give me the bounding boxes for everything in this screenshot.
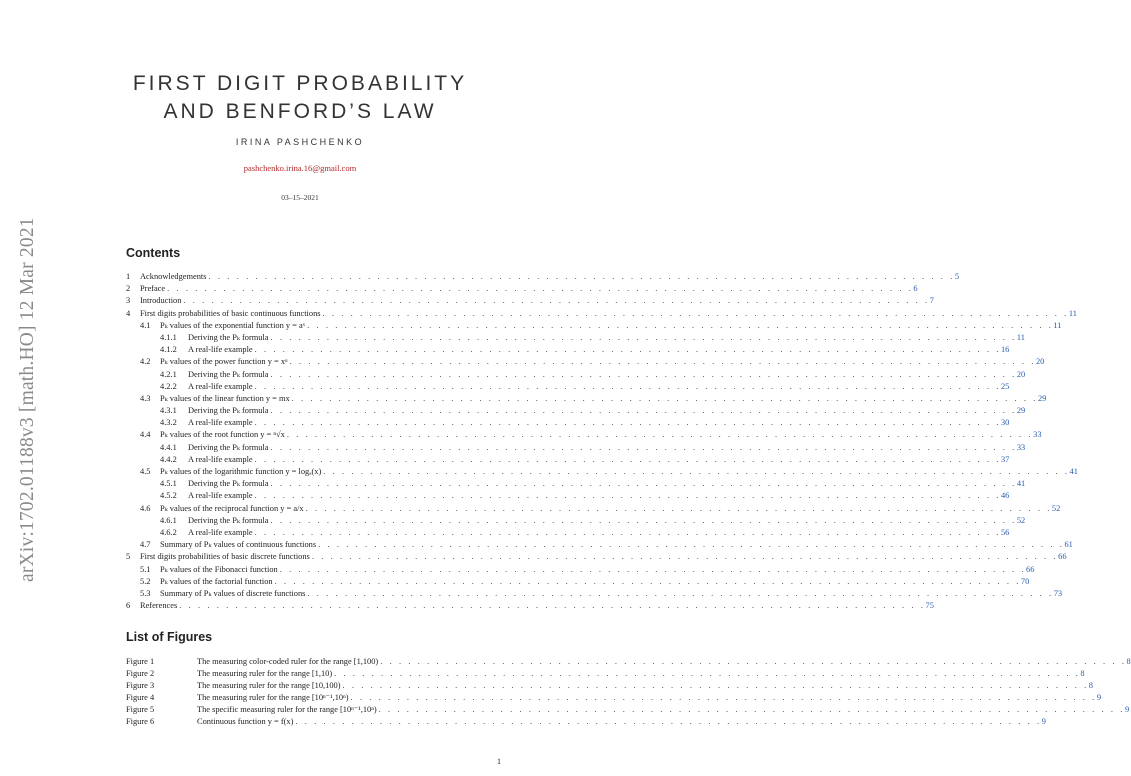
toc-entry-title: Acknowledgements bbox=[140, 271, 209, 283]
toc-entry-title: A real-life example bbox=[188, 527, 255, 539]
toc-page-link[interactable]: 37 bbox=[1000, 454, 1010, 464]
toc-leader-dots: . . . . . . . . . . . . . . . . . . . . . . . . . . . . . . . . . . . . . . . . . . . . . . . . . . . . . . . . . . . . . . . . . . . . . . . . . . . . . . . . bbox=[270, 369, 1017, 379]
toc-entry-title: A real-life example bbox=[188, 344, 255, 356]
toc-entry-number: 4 bbox=[126, 308, 131, 318]
toc-page-link[interactable]: 46 bbox=[1000, 491, 1010, 501]
toc-page-link[interactable]: 73 bbox=[1053, 588, 1063, 598]
figure-leader-dots: . . . . . . . . . . . . . . . . . . . . . . . . . . . . . . . . . . . . . . . . . . . . . . . . . . . . . . . . . . . . . . . . . . . . . . . . . . . . . . . . bbox=[334, 669, 1081, 679]
table-of-contents bbox=[126, 271, 1078, 612]
toc-entry[interactable] bbox=[126, 539, 1073, 551]
toc-entry-title: Pₖ values of the logarithmic function y = logₐ(x) bbox=[160, 466, 323, 478]
toc-entry-number: 4.1 bbox=[140, 320, 151, 330]
toc-entry[interactable] bbox=[126, 588, 1063, 600]
figure-number: Figure 4 bbox=[126, 693, 155, 703]
figure-caption: The measuring ruler for the range [1,10) bbox=[197, 668, 334, 680]
figure-leader-dots: . . . . . . . . . . . . . . . . . . . . . . . . . . . . . . . . . . . . . . . . . . . . . . . . . . . . . . . . . . . . . . . . . . . . . . . . . . . . . . . . bbox=[380, 657, 1127, 666]
toc-entry-number: 4.4.2 bbox=[160, 454, 177, 464]
toc-leader-dots: . . . . . . . . . . . . . . . . . . . . . . . . . . . . . . . . . . . . . . . . . . . . . . . . . . . . . . . . . . . . . . . . . . . . . . . . . . . . . . . . bbox=[179, 601, 926, 611]
figure-leader-dots: . . . . . . . . . . . . . . . . . . . . . . . . . . . . . . . . . . . . . . . . . . . . . . . . . . . . . . . . . . . . . . . . . . . . . . . . . . . . . . . . bbox=[350, 693, 1097, 703]
toc-entry-title: Deriving the Pₖ formula bbox=[188, 405, 271, 417]
figure-entry[interactable] bbox=[126, 668, 1085, 680]
toc-entry-number: 2 bbox=[126, 284, 131, 294]
toc-entry[interactable] bbox=[126, 295, 934, 307]
toc-entry[interactable] bbox=[126, 381, 1010, 393]
toc-entry-number: 5.3 bbox=[140, 588, 151, 598]
toc-entry[interactable] bbox=[126, 454, 1010, 466]
toc-page-link[interactable]: 29 bbox=[1037, 393, 1047, 403]
toc-entry[interactable] bbox=[126, 405, 1026, 417]
figures-heading: List of Figures bbox=[126, 630, 213, 644]
contents-heading: Contents bbox=[126, 246, 181, 260]
figure-caption: The measuring ruler for the range [10ⁿ⁻¹,10ⁿ) bbox=[197, 692, 351, 704]
toc-page-link[interactable]: 11 bbox=[1053, 320, 1062, 330]
toc-entry-number: 4.2.1 bbox=[160, 369, 177, 379]
toc-entry-title: Pₖ values of the reciprocal function y = a/x bbox=[160, 503, 306, 515]
toc-entry-number: 4.1.2 bbox=[160, 345, 177, 355]
figure-page-link[interactable]: 9 bbox=[1041, 717, 1046, 727]
toc-entry[interactable] bbox=[126, 417, 1010, 429]
paper-date: 03–15–2021 bbox=[281, 193, 319, 202]
toc-entry[interactable] bbox=[126, 332, 1025, 344]
toc-entry-title: Summary of Pₖ values of continuous functions bbox=[160, 539, 318, 551]
toc-leader-dots: . . . . . . . . . . . . . . . . . . . . . . . . . . . . . . . . . . . . . . . . . . . . . . . . . . . . . . . . . . . . . . . . . . . . . . . . . . . . . . . . bbox=[270, 442, 1017, 452]
toc-entry-title: Introduction bbox=[140, 295, 183, 307]
toc-entry[interactable] bbox=[126, 344, 1010, 356]
figure-page-link[interactable]: 9 bbox=[1124, 705, 1130, 715]
toc-entry-number: 4.5 bbox=[140, 467, 151, 476]
toc-leader-dots: . . . . . . . . . . . . . . . . . . . . . . . . . . . . . . . . . . . . . . . . . . . . . . . . . . . . . . . . . . . . . . . . . . . . . . . . . . . . . . . . bbox=[183, 296, 930, 306]
figure-caption: The measuring ruler for the range [10,100) bbox=[197, 680, 342, 692]
toc-entry-title: Deriving the Pₖ formula bbox=[188, 369, 271, 381]
toc-page-link[interactable]: 33 bbox=[1016, 442, 1026, 452]
toc-page-link[interactable]: 20 bbox=[1035, 357, 1045, 367]
toc-entry-number: 4.3.2 bbox=[160, 418, 177, 428]
toc-entry[interactable] bbox=[126, 527, 1010, 539]
toc-leader-dots: . . . . . . . . . . . . . . . . . . . . . . . . . . . . . . . . . . . . . . . . . . . . . . . . . . . . . . . . . . . . . . . . . . . . . . . . . . . . . . . . bbox=[286, 430, 1034, 440]
toc-entry-title: Pₖ values of the factorial function bbox=[160, 576, 275, 588]
toc-page-link[interactable]: 5 bbox=[954, 272, 960, 281]
list-of-figures bbox=[126, 656, 1131, 729]
toc-leader-dots: . . . . . . . . . . . . . . . . . . . . . . . . . . . . . . . . . . . . . . . . . . . . . . . . . . . . . . . . . . . . . . . . . . . . . . . . . . . . . . . . bbox=[291, 393, 1038, 403]
toc-entry-number: 4.2.2 bbox=[160, 381, 177, 391]
toc-entry[interactable] bbox=[126, 600, 934, 612]
toc-entry-title: First digits probabilities of basic continuous functions bbox=[140, 308, 323, 320]
toc-entry[interactable] bbox=[126, 356, 1045, 368]
toc-leader-dots: . . . . . . . . . . . . . . . . . . . . . . . . . . . . . . . . . . . . . . . . . . . . . . . . . . . . . . . . . . . . . . . . . . . . . . . . . . . . . . . . bbox=[254, 527, 1001, 537]
figure-page-link[interactable]: 8 bbox=[1088, 681, 1093, 691]
toc-entry-number: 4.3.1 bbox=[160, 406, 177, 416]
toc-entry-number: 4.6.1 bbox=[160, 515, 177, 525]
toc-entry[interactable] bbox=[126, 393, 1047, 405]
toc-leader-dots: . . . . . . . . . . . . . . . . . . . . . . . . . . . . . . . . . . . . . . . . . . . . . . . . . . . . . . . . . . . . . . . . . . . . . . . . . . . . . . . . bbox=[167, 284, 914, 294]
toc-leader-dots: . . . . . . . . . . . . . . . . . . . . . . . . . . . . . . . . . . . . . . . . . . . . . . . . . . . . . . . . . . . . . . . . . . . . . . . . . . . . . . . . bbox=[270, 515, 1017, 525]
toc-entry-title: First digits probabilities of basic discrete functions bbox=[140, 551, 312, 563]
figure-page-link[interactable]: 9 bbox=[1096, 693, 1102, 703]
author-email-link[interactable]: pashchenko.irina.16@gmail.com bbox=[243, 163, 357, 173]
toc-entry-title: Summary of Pₖ values of discrete functions bbox=[160, 588, 307, 600]
toc-leader-dots: . . . . . . . . . . . . . . . . . . . . . . . . . . . . . . . . . . . . . . . . . . . . . . . . . . . . . . . . . . . . . . . . . . . . . . . . . . . . . . . . bbox=[274, 576, 1021, 586]
toc-entry[interactable] bbox=[126, 576, 1030, 588]
toc-entry[interactable] bbox=[126, 551, 1067, 563]
toc-entry-title: Deriving the Pₖ formula bbox=[188, 478, 271, 490]
toc-leader-dots: . . . . . . . . . . . . . . . . . . . . . . . . . . . . . . . . . . . . . . . . . . . . . . . . . . . . . . . . . . . . . . . . . . . . . . . . . . . . . . . . bbox=[254, 454, 1001, 464]
figure-number: Figure 2 bbox=[126, 669, 155, 679]
toc-leader-dots: . . . . . . . . . . . . . . . . . . . . . . . . . . . . . . . . . . . . . . . . . . . . . . . . . . . . . . . . . . . . . . . . . . . . . . . . . . . . . . . . bbox=[305, 503, 1052, 513]
toc-entry[interactable] bbox=[126, 320, 1062, 332]
toc-entry-number: 4.4.1 bbox=[160, 442, 177, 452]
toc-page-link[interactable]: 41 bbox=[1069, 467, 1078, 476]
toc-entry-title: A real-life example bbox=[188, 417, 255, 429]
toc-leader-dots: . . . . . . . . . . . . . . . . . . . . . . . . . . . . . . . . . . . . . . . . . . . . . . . . . . . . . . . . . . . . . . . . . . . . . . . . . . . . . . . . bbox=[208, 272, 955, 281]
toc-page-link[interactable]: 29 bbox=[1016, 406, 1026, 416]
toc-page-link[interactable]: 11 bbox=[1016, 332, 1025, 342]
toc-entry[interactable] bbox=[126, 478, 1026, 490]
toc-entry-title: Preface bbox=[140, 283, 167, 295]
toc-entry-number: 3 bbox=[126, 296, 131, 306]
toc-entry-title: A real-life example bbox=[188, 490, 255, 502]
toc-page-link[interactable]: 75 bbox=[925, 601, 934, 611]
toc-entry-title: Deriving the Pₖ formula bbox=[188, 515, 271, 527]
arxiv-side-label: arXiv:1702.01188v3 [math.HO] 12 Mar 2021 bbox=[17, 217, 38, 582]
author-name: IRINA PASHCHENKO bbox=[235, 137, 365, 147]
toc-entry-title: Pₖ values of the Fibonacci function bbox=[160, 564, 280, 576]
toc-leader-dots: . . . . . . . . . . . . . . . . . . . . . . . . . . . . . . . . . . . . . . . . . . . . . . . . . . . . . . . . . . . . . . . . . . . . . . . . . . . . . . . . bbox=[254, 381, 1001, 391]
figure-entry[interactable] bbox=[126, 680, 1093, 692]
toc-entry-number: 5 bbox=[126, 552, 131, 562]
toc-page-link[interactable]: 33 bbox=[1033, 430, 1042, 440]
toc-entry-number: 4.5.1 bbox=[160, 479, 177, 489]
toc-entry[interactable] bbox=[126, 283, 918, 295]
toc-page-link[interactable]: 70 bbox=[1020, 576, 1030, 586]
figure-number: Figure 6 bbox=[126, 717, 155, 727]
toc-entry[interactable] bbox=[126, 308, 1077, 320]
figure-caption: The measuring color-coded ruler for the range [1,100) bbox=[197, 656, 380, 668]
title-line-2: AND BENFORD’S LAW bbox=[163, 100, 437, 123]
toc-entry[interactable] bbox=[126, 429, 1042, 441]
toc-leader-dots: . . . . . . . . . . . . . . . . . . . . . . . . . . . . . . . . . . . . . . . . . . . . . . . . . . . . . . . . . . . . . . . . . . . . . . . . . . . . . . . . bbox=[254, 418, 1001, 428]
toc-page-link[interactable]: 61 bbox=[1064, 540, 1073, 550]
toc-entry-number: 5.2 bbox=[140, 576, 151, 586]
figure-number: Figure 1 bbox=[126, 657, 155, 666]
toc-leader-dots: . . . . . . . . . . . . . . . . . . . . . . . . . . . . . . . . . . . . . . . . . . . . . . . . . . . . . . . . . . . . . . . . . . . . . . . . . . . . . . . . bbox=[307, 588, 1054, 598]
toc-entry-title: Pₖ values of the linear function y = mx bbox=[160, 393, 292, 405]
figure-entry[interactable] bbox=[126, 716, 1046, 728]
toc-leader-dots: . . . . . . . . . . . . . . . . . . . . . . . . . . . . . . . . . . . . . . . . . . . . . . . . . . . . . . . . . . . . . . . . . . . . . . . . . . . . . . . . bbox=[270, 332, 1017, 342]
toc-entry[interactable] bbox=[126, 515, 1026, 527]
toc-leader-dots: . . . . . . . . . . . . . . . . . . . . . . . . . . . . . . . . . . . . . . . . . . . . . . . . . . . . . . . . . . . . . . . . . . . . . . . . . . . . . . . . bbox=[311, 552, 1059, 562]
toc-leader-dots: . . . . . . . . . . . . . . . . . . . . . . . . . . . . . . . . . . . . . . . . . . . . . . . . . . . . . . . . . . . . . . . . . . . . . . . . . . . . . . . . bbox=[270, 479, 1017, 489]
toc-entry-number: 4.2 bbox=[140, 357, 151, 367]
figure-page-link[interactable]: 8 bbox=[1126, 657, 1131, 666]
toc-page-link[interactable]: 7 bbox=[929, 296, 934, 306]
toc-leader-dots: . . . . . . . . . . . . . . . . . . . . . . . . . . . . . . . . . . . . . . . . . . . . . . . . . . . . . . . . . . . . . . . . . . . . . . . . . . . . . . . . bbox=[270, 406, 1017, 416]
figure-number: Figure 3 bbox=[126, 681, 155, 691]
toc-entry[interactable] bbox=[126, 564, 1035, 576]
toc-entry-title: Pₖ values of the root function y = ⁿ√x bbox=[160, 429, 287, 441]
toc-entry[interactable] bbox=[126, 466, 1078, 478]
toc-entry-number: 4.4 bbox=[140, 430, 151, 440]
toc-page-link[interactable]: 6 bbox=[913, 284, 918, 294]
toc-entry-title: References bbox=[140, 600, 179, 612]
toc-entry-number: 4.6 bbox=[140, 503, 151, 513]
toc-leader-dots: . . . . . . . . . . . . . . . . . . . . . . . . . . . . . . . . . . . . . . . . . . . . . . . . . . . . . . . . . . . . . . . . . . . . . . . . . . . . . . . . bbox=[254, 345, 1001, 355]
toc-leader-dots: . . . . . . . . . . . . . . . . . . . . . . . . . . . . . . . . . . . . . . . . . . . . . . . . . . . . . . . . . . . . . . . . . . . . . . . . . . . . . . . . bbox=[307, 320, 1054, 330]
toc-entry-title: Pₖ values of the power function y = xᵅ bbox=[160, 356, 290, 368]
toc-leader-dots: . . . . . . . . . . . . . . . . . . . . . . . . . . . . . . . . . . . . . . . . . . . . . . . . . . . . . . . . . . . . . . . . . . . . . . . . . . . . . . . . bbox=[322, 308, 1069, 318]
toc-entry-title: Pₖ values of the exponential function y = aˣ bbox=[160, 320, 307, 332]
figure-caption: Continuous function y = f(x) bbox=[197, 716, 295, 728]
toc-entry-number: 1 bbox=[126, 272, 131, 281]
toc-leader-dots: . . . . . . . . . . . . . . . . . . . . . . . . . . . . . . . . . . . . . . . . . . . . . . . . . . . . . . . . . . . . . . . . . . . . . . . . . . . . . . . . bbox=[318, 540, 1065, 550]
figure-leader-dots: . . . . . . . . . . . . . . . . . . . . . . . . . . . . . . . . . . . . . . . . . . . . . . . . . . . . . . . . . . . . . . . . . . . . . . . . . . . . . . . . bbox=[295, 717, 1042, 727]
figure-caption: The specific measuring ruler for the range [10ⁿ⁻¹,10ⁿ) bbox=[197, 704, 379, 716]
toc-leader-dots: . . . . . . . . . . . . . . . . . . . . . . . . . . . . . . . . . . . . . . . . . . . . . . . . . . . . . . . . . . . . . . . . . . . . . . . . . . . . . . . . bbox=[289, 357, 1036, 367]
toc-entry-number: 4.5.2 bbox=[160, 491, 177, 501]
toc-entry-number: 4.3 bbox=[140, 393, 151, 403]
figure-number: Figure 5 bbox=[126, 705, 155, 715]
toc-page-link[interactable]: 30 bbox=[1000, 418, 1010, 428]
toc-page-link[interactable]: 25 bbox=[1000, 381, 1010, 391]
toc-entry-number: 4.7 bbox=[140, 540, 151, 550]
toc-leader-dots: . . . . . . . . . . . . . . . . . . . . . . . . . . . . . . . . . . . . . . . . . . . . . . . . . . . . . . . . . . . . . . . . . . . . . . . . . . . . . . . . bbox=[323, 467, 1070, 476]
toc-page-link[interactable]: 20 bbox=[1016, 369, 1026, 379]
toc-entry[interactable] bbox=[126, 442, 1026, 454]
toc-entry-number: 5.1 bbox=[140, 564, 151, 574]
toc-page-link[interactable]: 16 bbox=[1000, 345, 1010, 355]
toc-entry[interactable] bbox=[126, 369, 1026, 381]
toc-page-link[interactable]: 52 bbox=[1051, 503, 1061, 513]
toc-leader-dots: . . . . . . . . . . . . . . . . . . . . . . . . . . . . . . . . . . . . . . . . . . . . . . . . . . . . . . . . . . . . . . . . . . . . . . . . . . . . . . . . bbox=[254, 491, 1001, 501]
toc-page-link[interactable]: 41 bbox=[1016, 479, 1026, 489]
toc-entry[interactable] bbox=[126, 271, 960, 283]
toc-entry-number: 6 bbox=[126, 601, 131, 611]
toc-page-link[interactable]: 11 bbox=[1068, 308, 1077, 318]
toc-page-link[interactable]: 52 bbox=[1016, 515, 1026, 525]
page-number: 1 bbox=[497, 757, 501, 766]
toc-entry-number: 4.6.2 bbox=[160, 527, 177, 537]
toc-entry[interactable] bbox=[126, 490, 1010, 502]
figure-leader-dots: . . . . . . . . . . . . . . . . . . . . . . . . . . . . . . . . . . . . . . . . . . . . . . . . . . . . . . . . . . . . . . . . . . . . . . . . . . . . . . . . bbox=[378, 705, 1125, 715]
toc-entry-number: 4.1.1 bbox=[160, 332, 177, 342]
toc-entry-title: A real-life example bbox=[188, 381, 255, 393]
toc-page-link[interactable]: 66 bbox=[1026, 564, 1035, 574]
title-line-1: FIRST DIGIT PROBABILITY bbox=[132, 72, 468, 95]
toc-page-link[interactable]: 66 bbox=[1058, 552, 1067, 562]
figure-entry[interactable] bbox=[126, 692, 1102, 704]
figure-entry[interactable] bbox=[126, 704, 1130, 716]
toc-entry-title: Deriving the Pₖ formula bbox=[188, 332, 271, 344]
figure-page-link[interactable]: 8 bbox=[1080, 669, 1085, 679]
toc-leader-dots: . . . . . . . . . . . . . . . . . . . . . . . . . . . . . . . . . . . . . . . . . . . . . . . . . . . . . . . . . . . . . . . . . . . . . . . . . . . . . . . . bbox=[279, 564, 1027, 574]
toc-entry-title: Deriving the Pₖ formula bbox=[188, 442, 271, 454]
toc-entry[interactable] bbox=[126, 503, 1061, 515]
toc-entry-title: A real-life example bbox=[188, 454, 255, 466]
toc-page-link[interactable]: 56 bbox=[1000, 527, 1010, 537]
paper-title bbox=[0, 70, 600, 126]
figure-entry[interactable] bbox=[126, 656, 1131, 668]
figure-leader-dots: . . . . . . . . . . . . . . . . . . . . . . . . . . . . . . . . . . . . . . . . . . . . . . . . . . . . . . . . . . . . . . . . . . . . . . . . . . . . . . . . bbox=[342, 681, 1089, 691]
